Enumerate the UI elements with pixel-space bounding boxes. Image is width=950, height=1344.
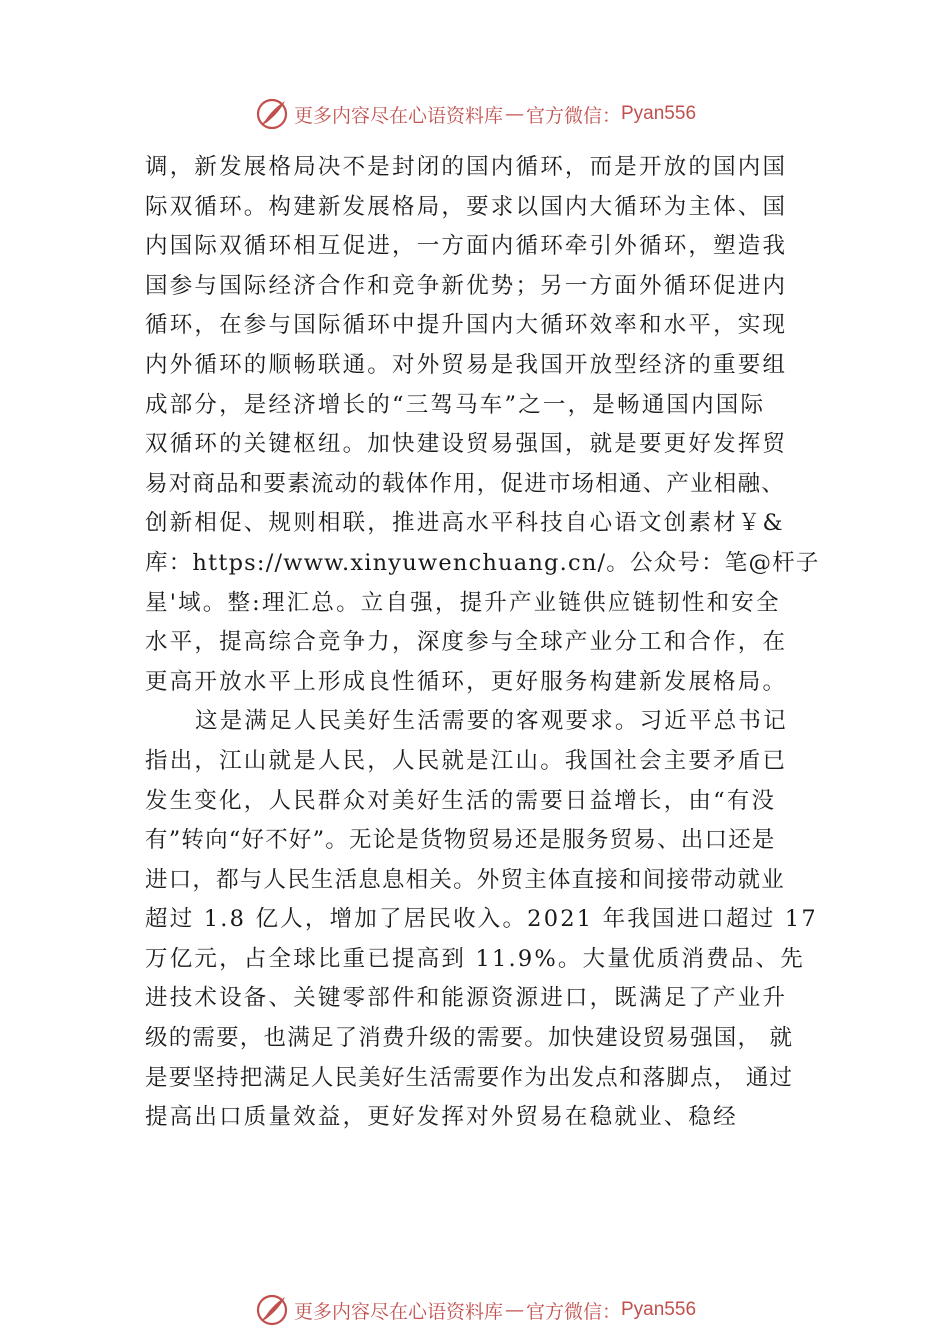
body-line: 成部分，是经济增长的“三驾马车”之一，是畅通国内国际 <box>145 391 766 418</box>
body-line: 内外循环的顺畅联通。对外贸易是我国开放型经济的重要组 <box>145 351 788 378</box>
quill-circle-icon <box>254 1292 290 1328</box>
body-line: 级的需要，也满足了消费升级的需要。加快建设贸易强国， 就 <box>145 1025 794 1052</box>
header-separator: — <box>504 103 524 125</box>
body-line: 星'域。整:理汇总。立自强，提升产业链供应链韧性和安全 <box>145 589 781 616</box>
header-wechat-label: 官方微信： <box>525 104 621 127</box>
body-line: 有”转向“好不好”。无论是货物贸易还是服务贸易、出口还是 <box>145 827 776 854</box>
body-line: 万亿元，占全球比重已提高到 11.9%。大量优质消费品、先 <box>145 945 805 972</box>
paragraph-start-line: 这是满足人民美好生活需要的客观要求。习近平总书记 <box>195 708 788 735</box>
article-body <box>145 148 825 1138</box>
body-line: 内国际双循环相互促进，一方面内循环牵引外循环，塑造我 <box>145 233 788 260</box>
body-line: 是要坚持把满足人民美好生活需要作为出发点和落脚点， 通过 <box>145 1064 794 1091</box>
body-line: 更高开放水平上形成良性循环，更好服务构建新发展格局。 <box>145 668 788 695</box>
body-line: 指出，江山就是人民，人民就是江山。我国社会主要矛盾已 <box>145 747 788 774</box>
footer-wechat-label: 官方微信： <box>525 1300 621 1323</box>
body-line: 国参与国际经济合作和竞争新优势；另一方面外循环促进内 <box>145 272 788 299</box>
body-line: 创新相促、规则相联，推进高水平科技自心语文创素材￥& <box>145 510 785 537</box>
body-line: 超过 1.8 亿人，增加了居民收入。2021 年我国进口超过 17 <box>145 906 818 933</box>
body-line: 易对商品和要素流动的载体作用，促进市场相通、产业相融、 <box>145 470 785 497</box>
body-line: 双循环的关键枢纽。加快建设贸易强国，就是要更好发挥贸 <box>145 431 788 458</box>
body-line: 循环，在参与国际循环中提升国内大循环效率和水平，实现 <box>145 312 788 339</box>
quill-circle-icon <box>254 96 290 132</box>
body-line: 库：https://www.xinyuwenchuang.cn/。公众号：笔@杆子 <box>145 549 820 576</box>
header-wechat-id: Pyan556 <box>621 103 697 124</box>
body-line: 进口，都与人民生活息息相关。外贸主体直接和间接带动就业 <box>145 866 785 893</box>
footer-banner <box>0 1290 950 1330</box>
body-line: 提高出口质量效益，更好发挥对外贸易在稳就业、稳经 <box>145 1104 738 1131</box>
body-line: 进技术设备、关键零部件和能源资源进口，既满足了产业升 <box>145 985 788 1012</box>
body-line: 水平，提高综合竞争力，深度参与全球产业分工和合作，在 <box>145 629 788 656</box>
body-line: 调，新发展格局决不是封闭的国内循环，而是开放的国内国 <box>145 154 788 180</box>
body-line: 发生变化，人民群众对美好生活的需要日益增长，由“有没 <box>145 787 777 814</box>
footer-site-name: 更多内容尽在心语资料库 <box>293 1300 503 1323</box>
footer-separator: — <box>504 1299 524 1321</box>
body-line: 际双循环。构建新发展格局，要求以国内大循环为主体、国 <box>145 193 788 220</box>
footer-wechat-id: Pyan556 <box>621 1299 697 1320</box>
header-banner <box>0 94 950 134</box>
header-site-name: 更多内容尽在心语资料库 <box>293 104 503 127</box>
